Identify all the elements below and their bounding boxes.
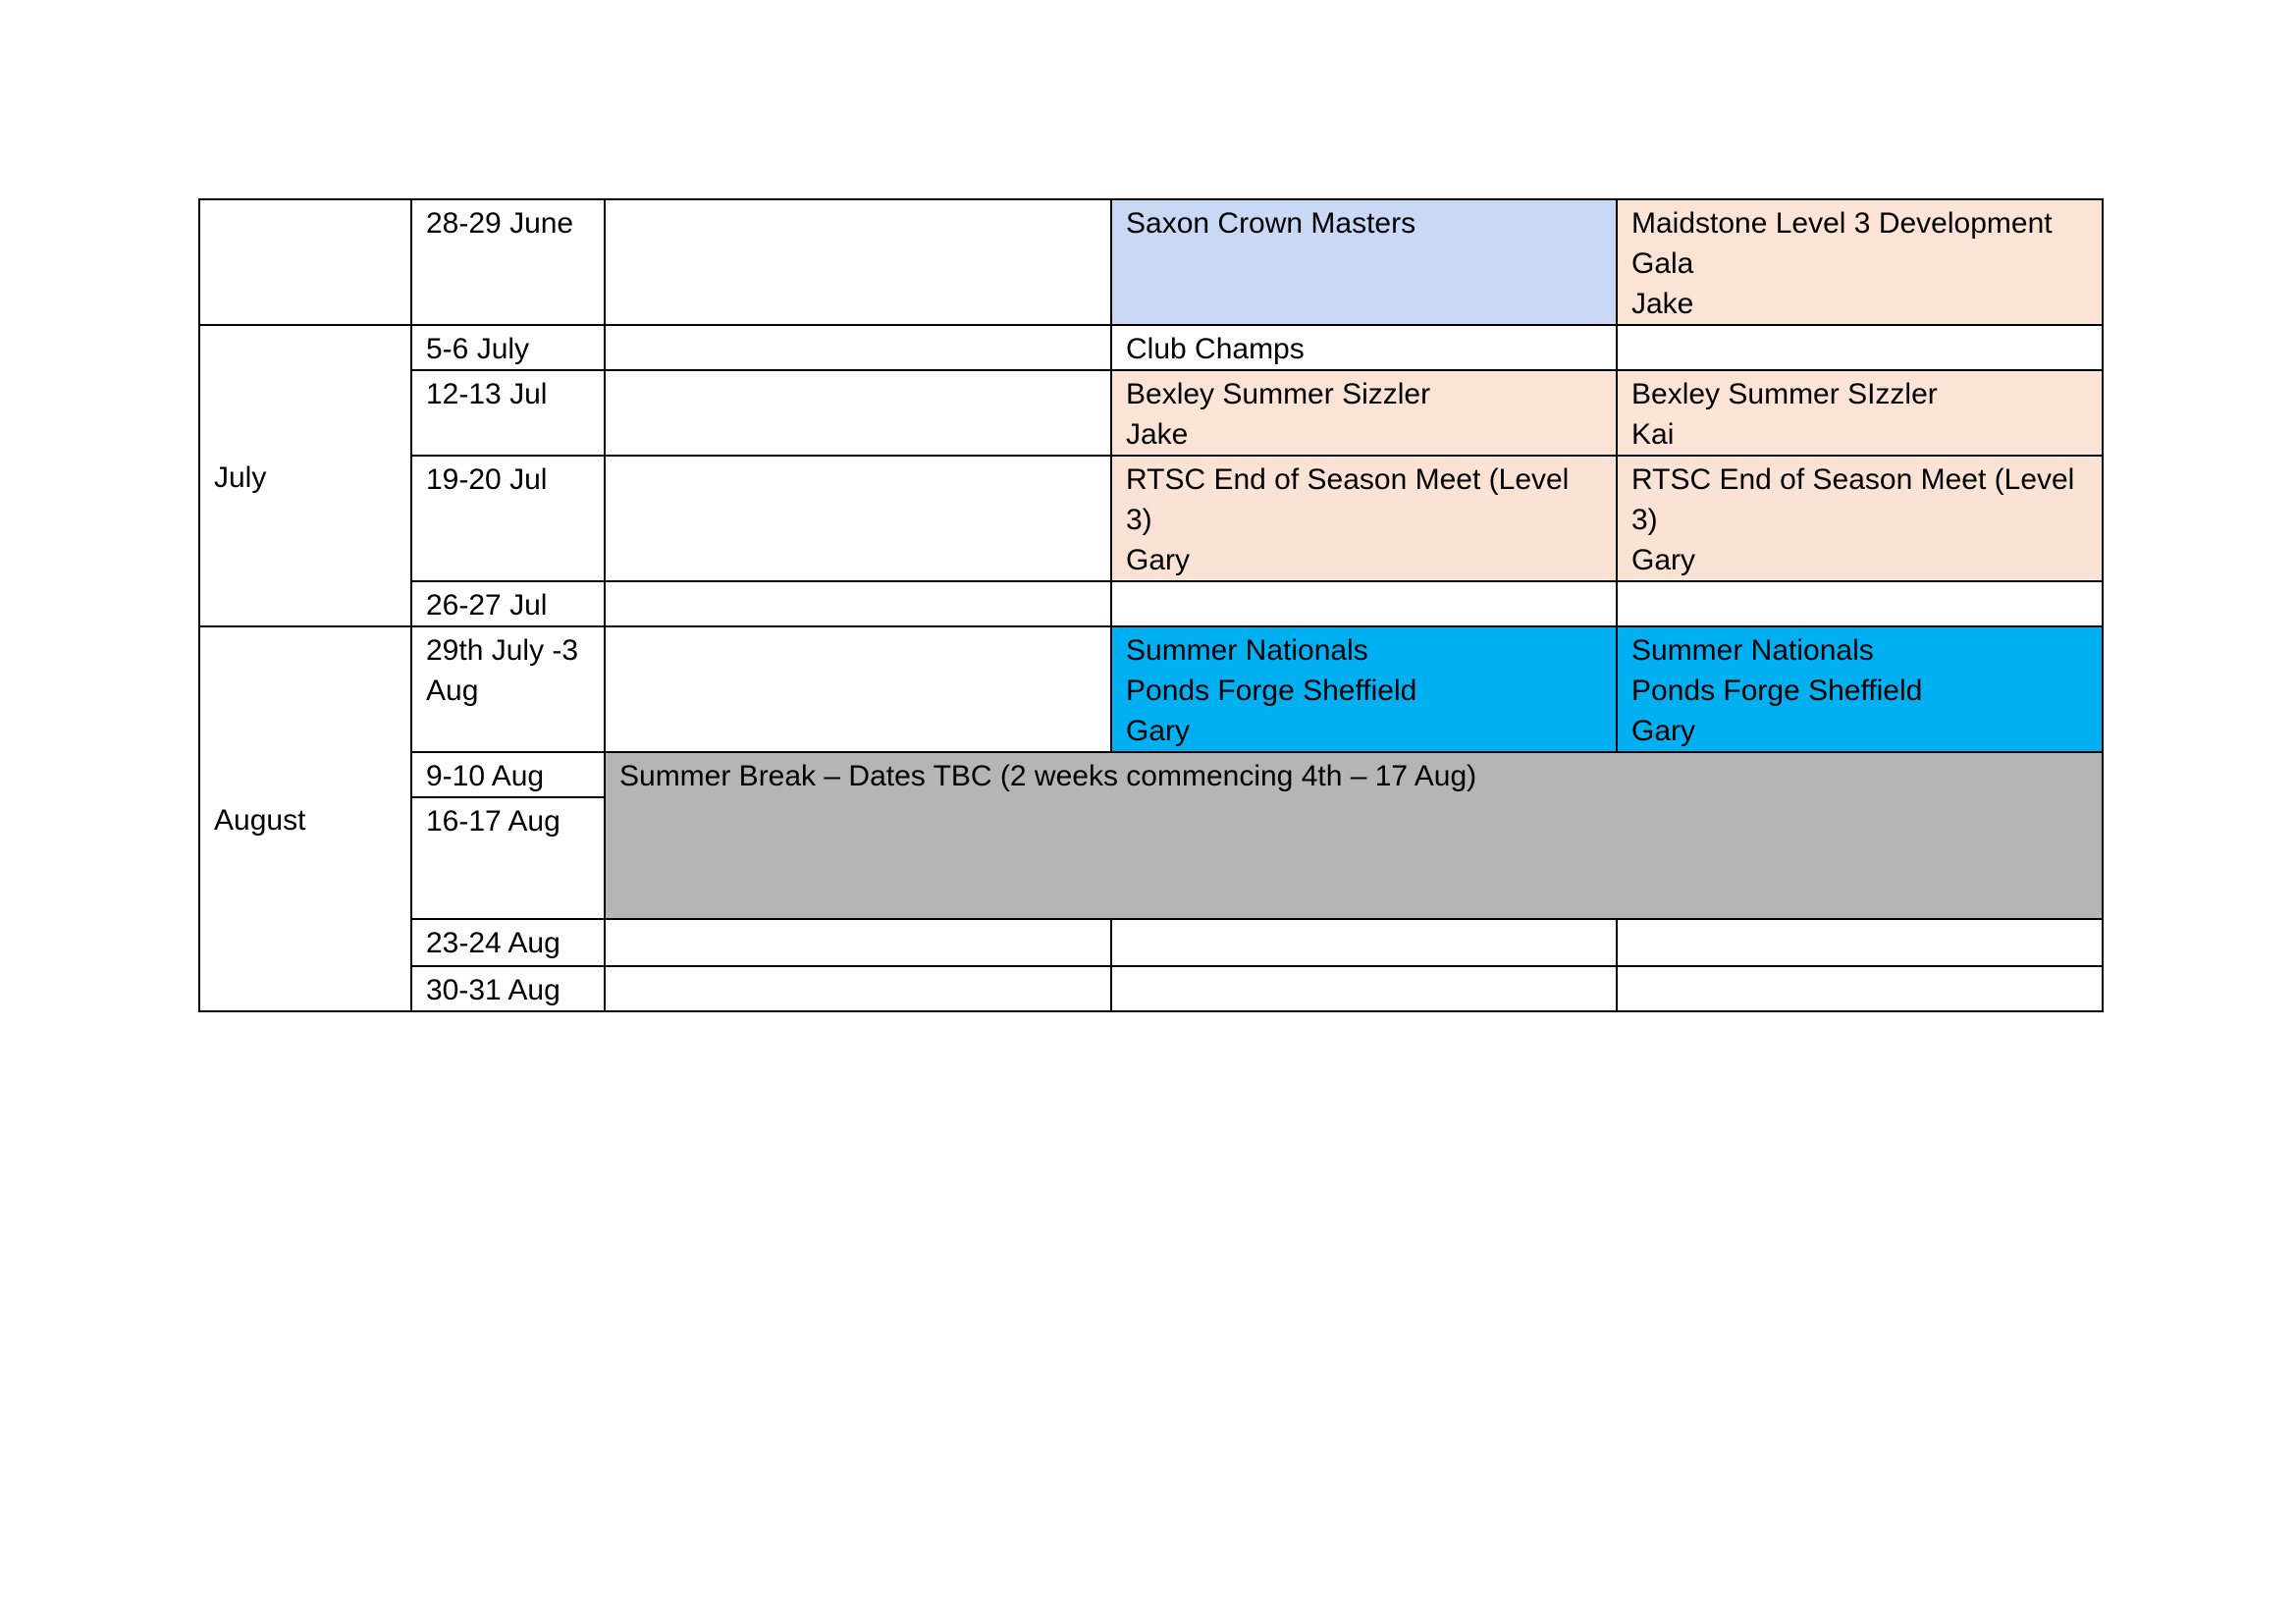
table-row xyxy=(199,966,2103,1011)
event-cell-col2 xyxy=(605,456,1111,581)
event-cell-col2 xyxy=(605,581,1111,626)
event-cell-col4: RTSC End of Season Meet (Level 3) Gary xyxy=(1617,456,2103,581)
date-cell: 12-13 Jul xyxy=(411,370,605,456)
summer-break-cell: Summer Break – Dates TBC (2 weeks commencing 4th – 17 Aug) xyxy=(605,752,2103,919)
event-cell-col3: Saxon Crown Masters xyxy=(1111,199,1617,325)
table-row xyxy=(199,325,2103,370)
table-row xyxy=(199,581,2103,626)
schedule-table xyxy=(198,198,2104,1012)
month-cell-july: July xyxy=(199,325,411,626)
event-cell-col2 xyxy=(605,370,1111,456)
date-cell: 5-6 July xyxy=(411,325,605,370)
date-cell: 28-29 June xyxy=(411,199,605,325)
event-cell-col2 xyxy=(605,966,1111,1011)
event-cell-col2 xyxy=(605,325,1111,370)
event-cell-col3: Bexley Summer Sizzler Jake xyxy=(1111,370,1617,456)
date-cell: 30-31 Aug xyxy=(411,966,605,1011)
date-cell: 26-27 Jul xyxy=(411,581,605,626)
table-row xyxy=(199,370,2103,456)
date-cell: 19-20 Jul xyxy=(411,456,605,581)
date-cell: 23-24 Aug xyxy=(411,919,605,966)
month-cell-august: August xyxy=(199,626,411,1011)
event-cell-col3: RTSC End of Season Meet (Level 3) Gary xyxy=(1111,456,1617,581)
event-cell-col3: Club Champs xyxy=(1111,325,1617,370)
event-cell-col4: Maidstone Level 3 Development Gala Jake xyxy=(1617,199,2103,325)
date-cell: 9-10 Aug xyxy=(411,752,605,797)
event-cell-col2 xyxy=(605,919,1111,966)
month-cell-empty xyxy=(199,199,411,325)
event-cell-col4: Summer Nationals Ponds Forge Sheffield Gary xyxy=(1617,626,2103,752)
table-row xyxy=(199,199,2103,325)
event-cell-col4 xyxy=(1617,581,2103,626)
event-cell-col3 xyxy=(1111,966,1617,1011)
event-cell-col3: Summer Nationals Ponds Forge Sheffield Gary xyxy=(1111,626,1617,752)
event-cell-col4 xyxy=(1617,966,2103,1011)
date-cell: 16-17 Aug xyxy=(411,797,605,919)
table-row xyxy=(199,919,2103,966)
event-cell-col2 xyxy=(605,199,1111,325)
event-cell-col4: Bexley Summer SIzzler Kai xyxy=(1617,370,2103,456)
event-cell-col4 xyxy=(1617,325,2103,370)
event-cell-col4 xyxy=(1617,919,2103,966)
date-cell: 29th July -3 Aug xyxy=(411,626,605,752)
table-row xyxy=(199,456,2103,581)
event-cell-col3 xyxy=(1111,581,1617,626)
event-cell-col3 xyxy=(1111,919,1617,966)
table-row xyxy=(199,626,2103,752)
table-row xyxy=(199,752,2103,797)
event-cell-col2 xyxy=(605,626,1111,752)
